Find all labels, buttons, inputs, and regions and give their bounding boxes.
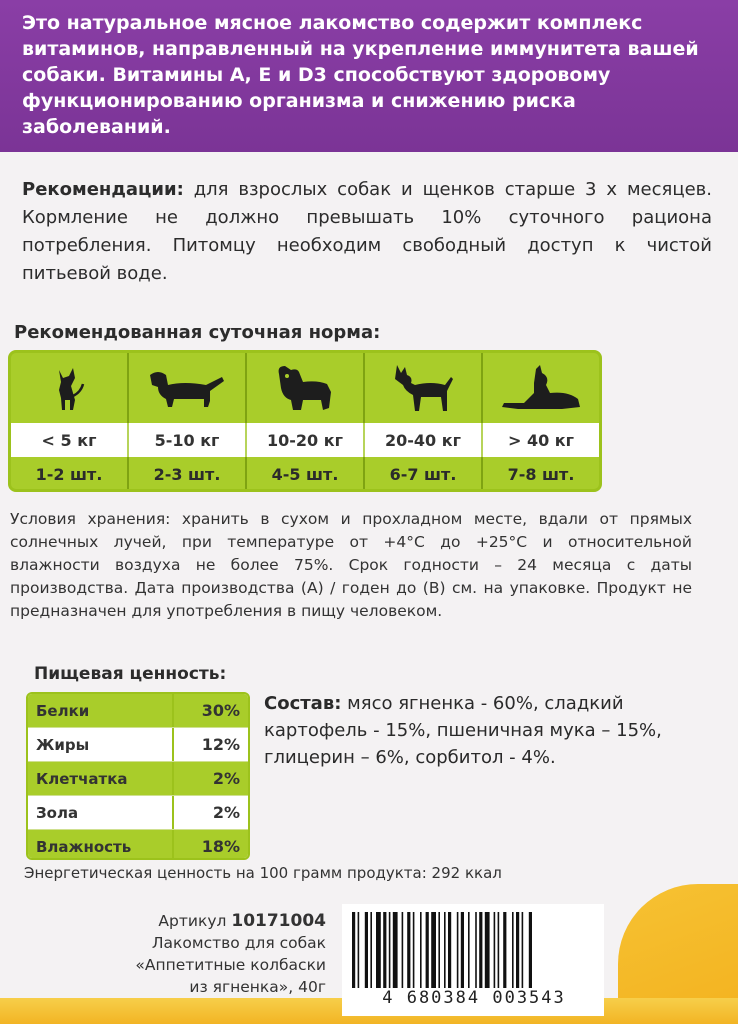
composition-label: Состав: — [264, 693, 342, 714]
barcode-bars-icon — [352, 912, 594, 988]
barcode-bar — [475, 912, 477, 988]
recommendations-block — [22, 176, 712, 288]
composition-block — [264, 690, 694, 771]
nutrition-label: Жиры — [28, 728, 172, 761]
norm-weight-cell: 20-40 кг — [365, 423, 483, 457]
energy-value-text: Энергетическая ценность на 100 грамм продукта: 292 ккал — [24, 864, 502, 882]
nutrition-table — [26, 692, 250, 860]
norm-counts-row — [11, 457, 599, 492]
barcode-bar — [365, 912, 368, 988]
intro-band — [0, 0, 738, 152]
barcode-bar — [448, 912, 451, 988]
article-block — [60, 910, 326, 998]
norm-count-cell: 7-8 шт. — [507, 465, 575, 484]
barcode-bar — [407, 912, 410, 988]
barcode-bar — [383, 912, 386, 988]
article-line-1: Лакомство для собак — [151, 934, 326, 952]
norm-count-cell: 1-2 шт. — [11, 457, 129, 492]
norm-weights-row — [11, 423, 599, 457]
nutrition-value: 12% — [172, 728, 248, 761]
article-sku-line — [60, 910, 326, 932]
barcode-bar — [485, 912, 490, 988]
barcode-bar — [503, 912, 506, 988]
recommendations-text: для взрослых собак и щенков старше 3 х месяцев. Кормление не должно превышать 10% суточного рациона потребления. Питомцу необходим свободный доступ к чистой питьевой воде. — [22, 179, 712, 284]
composition-text: мясо ягненка - 60%, сладкий картофель - 15%, пшеничная мука – 15%, глицерин – 6%, сорбитол - 4%. — [264, 693, 662, 768]
nutrition-row — [28, 830, 248, 860]
nutrition-value: 30% — [172, 694, 248, 727]
barcode-bar — [389, 912, 391, 988]
barcode-bar — [413, 912, 415, 988]
nutrition-value: 2% — [172, 762, 248, 795]
chihuahua-icon — [11, 353, 129, 423]
barcode-bar — [431, 912, 436, 988]
barcode-bar — [438, 912, 440, 988]
norm-weight-cell: 10-20 кг — [247, 423, 365, 457]
norm-weight-cell: < 5 кг — [11, 423, 129, 457]
article-line-2: «Аппетитные колбаски — [135, 956, 326, 974]
barcode-bar — [402, 912, 404, 988]
barcode-bar — [444, 912, 446, 988]
barcode-bar — [479, 912, 482, 988]
barcode — [342, 904, 604, 1016]
article-line-3: из ягненка», 40г — [189, 978, 326, 996]
bullterrier-icon — [365, 353, 483, 423]
barcode-bar — [461, 912, 464, 988]
norm-count-cell: 2-3 шт. — [129, 457, 247, 492]
nutrition-label: Зола — [28, 796, 172, 829]
nutrition-label: Влажность — [28, 830, 172, 860]
nutrition-row — [28, 796, 248, 830]
recommendations-label: Рекомендации: — [22, 179, 184, 200]
bulldog-icon — [247, 353, 365, 423]
intro-text: Это натуральное мясное лакомство содержит комплекс витаминов, направленный на укрепление иммунитета вашей собаки. Витамины А, Е и D3 способствуют здоровому функционированию организма и снижению риска заболеваний. — [22, 12, 699, 138]
barcode-bar — [494, 912, 496, 988]
barcode-bar — [522, 912, 524, 988]
barcode-bar — [512, 912, 514, 988]
barcode-bar — [352, 912, 355, 988]
nutrition-row — [28, 762, 248, 796]
great-dane-icon — [483, 353, 599, 423]
barcode-bar — [376, 912, 381, 988]
barcode-bar — [516, 912, 519, 988]
norm-weight-cell: 5-10 кг — [129, 423, 247, 457]
nutrition-value: 2% — [172, 796, 248, 829]
norm-icons-row — [11, 353, 599, 423]
barcode-bar — [358, 912, 360, 988]
barcode-bar — [426, 912, 429, 988]
dachshund-icon — [129, 353, 247, 423]
nutrition-row — [28, 694, 248, 728]
storage-text: Условия хранения: хранить в сухом и прохладном месте, вдали от прямых солнечных лучей, при температуре от +4°С до +25°С и относительной влажности воздуха не более 75%. Срок годности – 24 месяца с даты производства. Дата производства (А) / годен до (В) см. на упаковке. Продукт не предназначен для употребления в пищу человеком. — [10, 510, 692, 620]
norm-count-cell: 4-5 шт. — [247, 457, 365, 492]
barcode-bar — [498, 912, 500, 988]
barcode-bar — [468, 912, 470, 988]
daily-norm-title: Рекомендованная суточная норма: — [14, 322, 381, 343]
nutrition-title: Пищевая ценность: — [34, 664, 227, 684]
barcode-bar — [370, 912, 372, 988]
article-sku: 10171004 — [231, 911, 326, 931]
norm-count-cell: 6-7 шт. — [365, 457, 483, 492]
norm-weight-cell: > 40 кг — [507, 430, 575, 450]
daily-norm-table — [8, 350, 602, 492]
nutrition-label: Белки — [28, 694, 172, 727]
article-label: Артикул — [158, 912, 227, 930]
nutrition-row — [28, 728, 248, 762]
nutrition-label: Клетчатка — [28, 762, 172, 795]
barcode-bar — [393, 912, 398, 988]
nutrition-value: 18% — [172, 830, 248, 860]
barcode-bar — [457, 912, 459, 988]
barcode-bar — [529, 912, 532, 988]
barcode-digits: 4 680384 003543 — [382, 988, 566, 1008]
barcode-bar — [420, 912, 422, 988]
